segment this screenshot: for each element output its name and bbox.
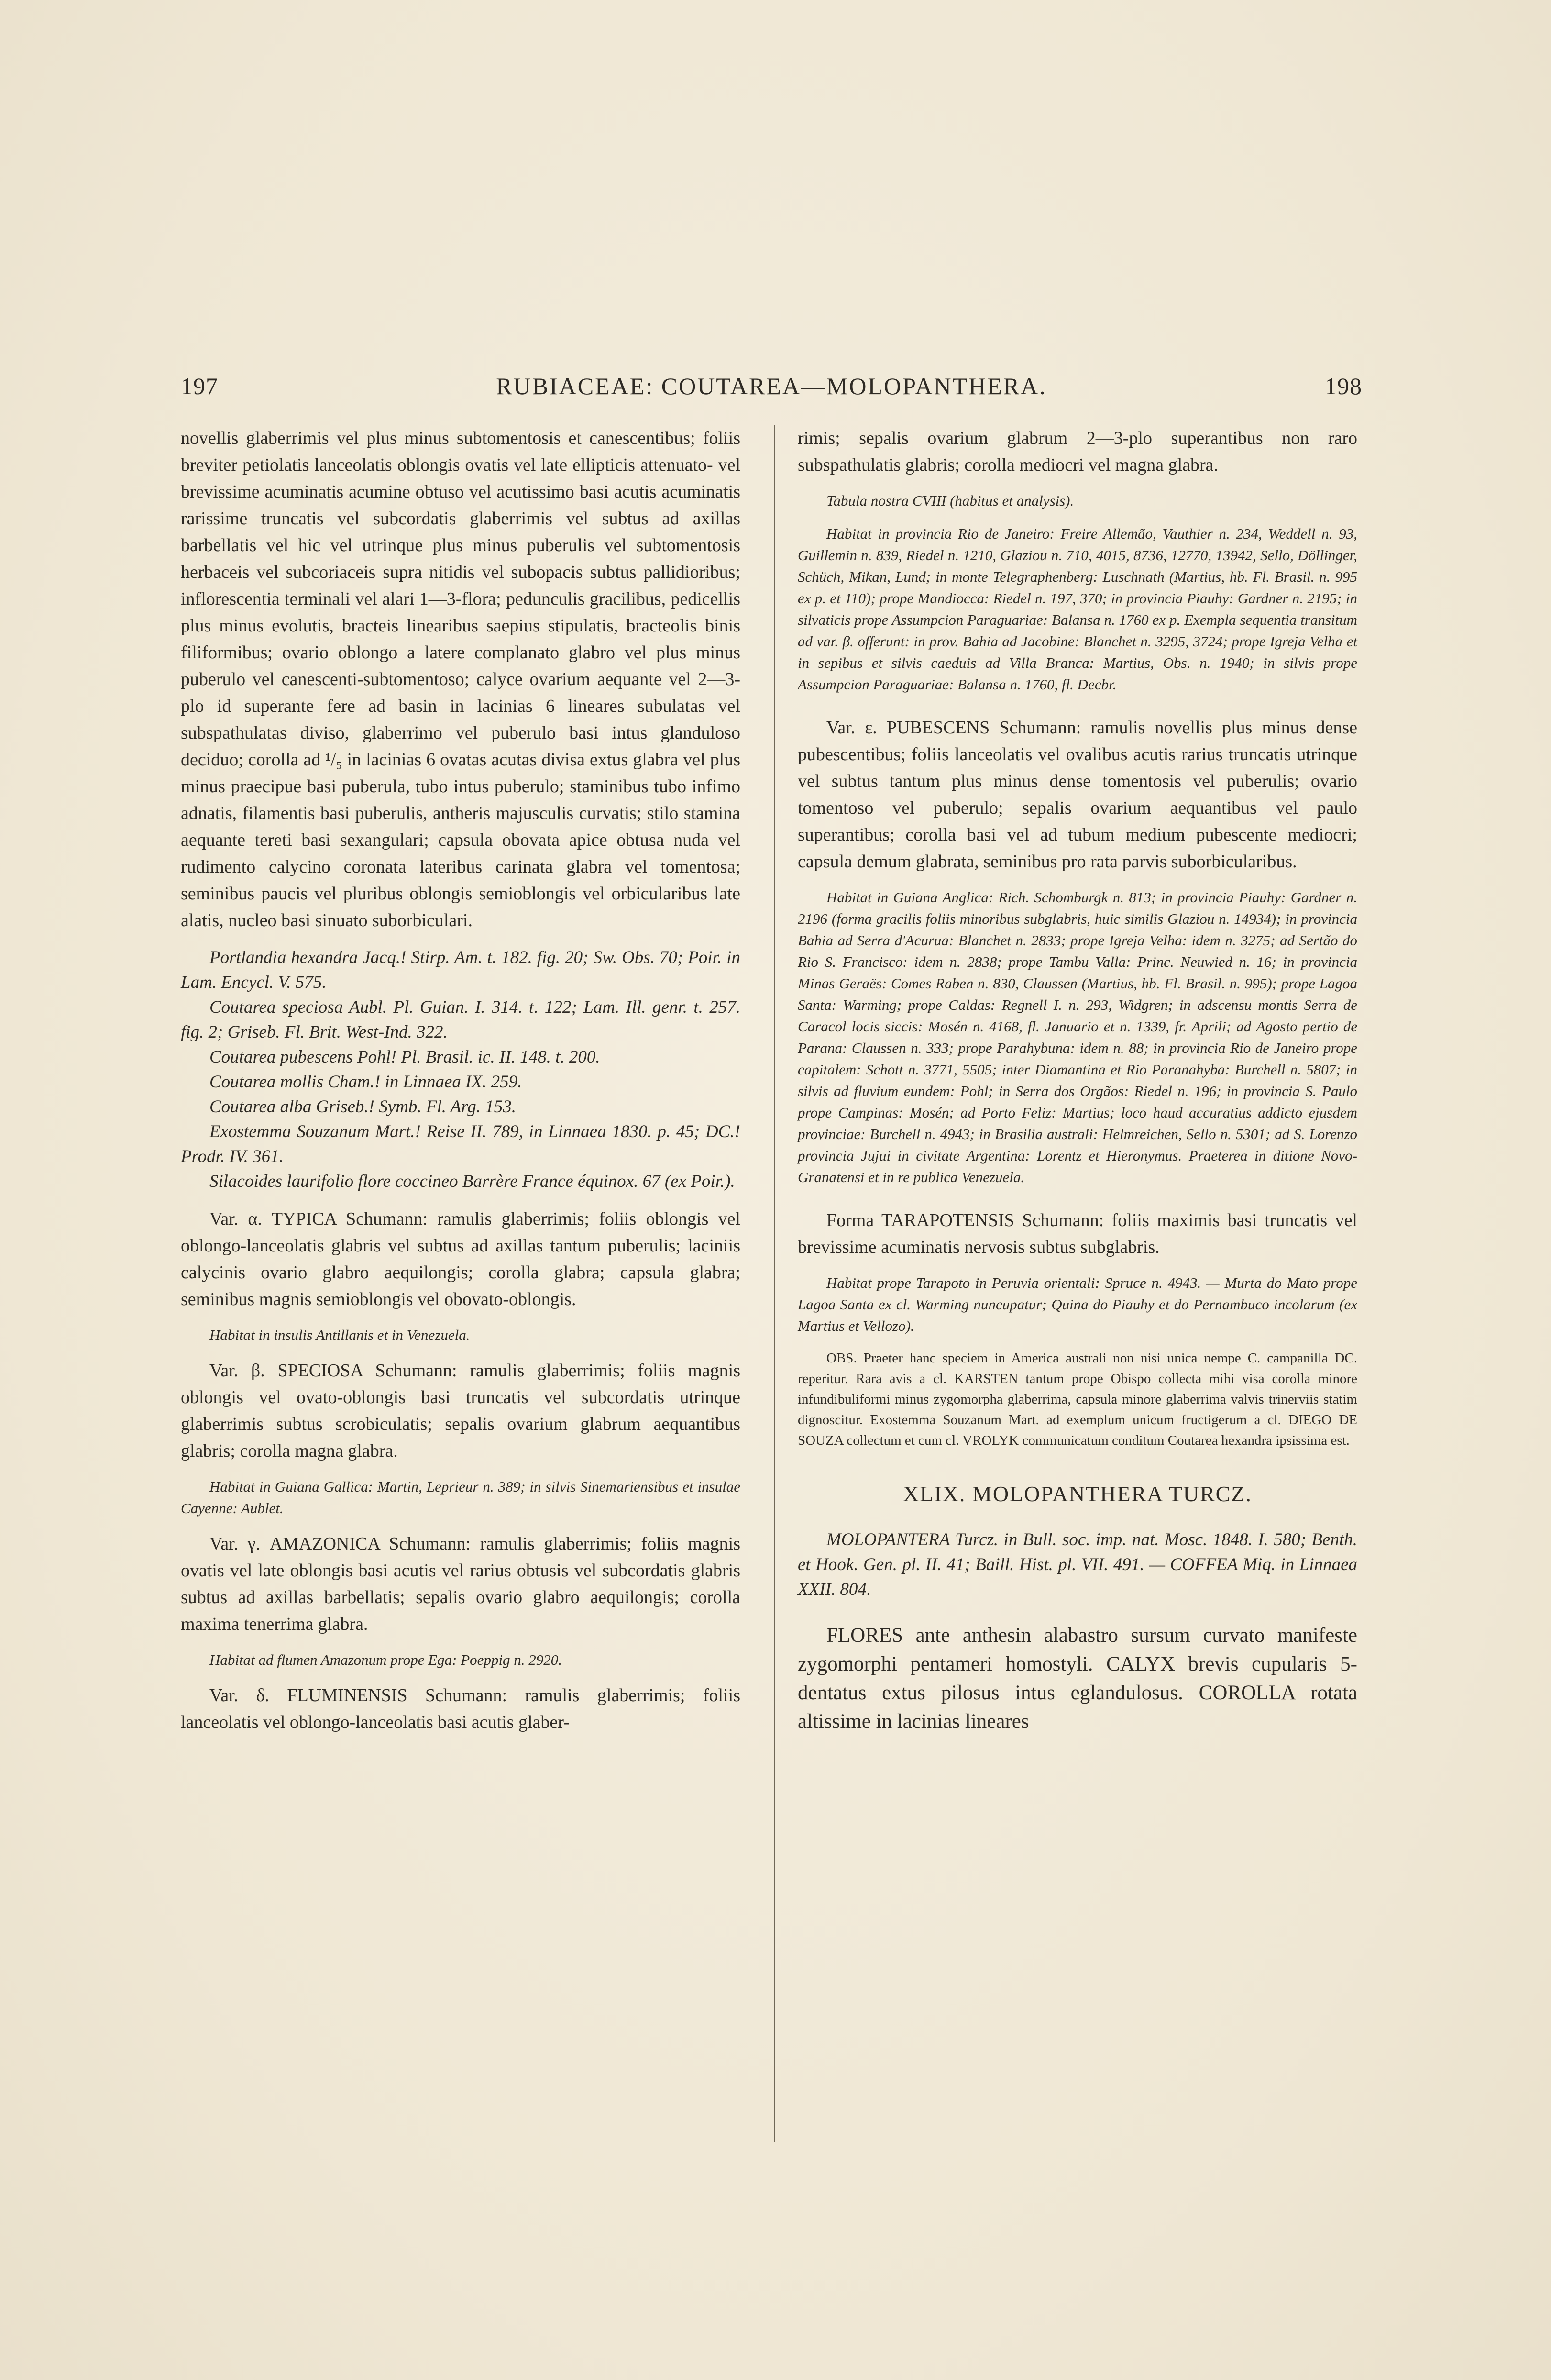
citation-list <box>181 945 740 1194</box>
citation-item: Coutarea speciosa Aubl. Pl. Guian. I. 314. t. 122; Lam. Ill. genr. t. 257. fig. 2; Griseb. Fl. Brit. West-Ind. 322. <box>181 997 740 1042</box>
forma-tarapotensis: Forma TARAPOTENSIS Schumann: foliis maximis basi truncatis vel brevissime acuminatis nervosis subtus subglabris. <box>798 1210 1357 1257</box>
citation-item: Coutarea mollis Cham.! in Linnaea IX. 259. <box>209 1072 522 1092</box>
left-column <box>181 425 740 1736</box>
running-header <box>181 372 1362 410</box>
genus-synonymy: MOLOPANTERA Turcz. in Bull. soc. imp. nat. Mosc. 1848. I. 580; Benth. et Hook. Gen. pl. II. 41; Baill. Hist. pl. VII. 491. — COFFEA Miq. in Linnaea XXII. 804. <box>798 1530 1357 1599</box>
right-column <box>798 425 1357 1736</box>
habitat-epsilon: Habitat in Guiana Anglica: Rich. Schomburgk n. 813; in provincia Piauhy: Gardner n. 2196 (forma gracilis foliis minoribus subglabris, huic similis Glaziou n. 14934); in provincia Bahia ad Serra d'Acurua: Blanchet n. 2833; prope Igreja Velha: idem n. 3275; ad Sertão do Rio S. Francisco: idem n. 2838; prope Tambu Valla: Princ. Neuwied n. 16; in provincia Minas Geraës: Comes Raben n. 830, Claussen (Martius, hb. Fl. Brasil. n. 995); prope Lagoa Santa: Warming; prope Caldas: Regnell I. n. 293, Widgren; in adscensu montis Serra de Caracol locis siccis: Mosén n. 4168, fl. Januario et n. 1339, fr. Aprili; ad Agosto pertio de Parana: Claussen n. 333; prope Parahybuna: idem n. 88; in provincia Rio de Janeiro prope capitalem: Schott n. 3771, 5505; inter Diamantina et Rio Paranahyba: Burchell n. 5807; in silvis ad fluvium eundem: Pohl; in Serra dos Orgãos: Riedel n. 196; in provincia S. Paulo prope Campinas: Mosén; ad Porto Feliz: Martius; loco haud accuratius addicto ejusdem provinciae: Burchell n. 4943; in Brasilia australi: Helmreichen, Sello n. 5301; ad S. Lorenzo provincia Jujui in civitate Argentina: Lorentz et Hieronymus. Praeterea in ditione Novo-Granatensi et in re publica Venezuela. <box>798 889 1357 1185</box>
citation-item: Portlandia hexandra Jacq.! Stirp. Am. t. 182. fig. 20; Sw. Obs. 70; Poir. in Lam. Encycl. V. 575. <box>181 948 740 992</box>
genus-heading: XLIX. MOLOPANTHERA TURCZ. <box>903 1482 1252 1506</box>
variety-delta: Var. δ. FLUMINENSIS Schumann: ramulis glaberrimis; foliis lanceolatis vel oblongo-lanceolatis basi acutis glaber- <box>181 1685 740 1732</box>
observation-note: OBS. Praeter hanc speciem in America australi non nisi unica nempe C. campanilla DC. reperitur. Rara avis a cl. KARSTEN tantum prope Obispo collecta mihi visa corolla minore infundibuliformi minus zygomorpha glaberrima, capsula minore glaberrima valvis trinerviis statim dignoscitur. Exostemma Souzanum Mart. ad exemplum unicum fructigerum a cl. DIEGO DE SOUZA collectum et cum cl. VROLYK communicatum conditum Coutarea hexandra ipsissima est. <box>798 1351 1357 1448</box>
citation-item: Exostemma Souzanum Mart.! Reise II. 789, in Linnaea 1830. p. 45; DC.! Prodr. IV. 361. <box>181 1122 740 1166</box>
variety-epsilon: Var. ε. PUBESCENS Schumann: ramulis novellis plus minus dense pubescentibus; foliis lanceolatis vel ovalibus acutis rarius truncatis utrinque vel subtus tantum plus minus dense tomentosis vel puberulis; ovario tomentoso vel puberulo; sepalis ovarium aequantibus vel paulo superantibus; corolla basi vel ad tubum medium pubescente mediocri; capsula demum glabrata, seminibus pro rata parvis suborbicularibus. <box>798 718 1357 872</box>
column-divider <box>774 425 775 2142</box>
plate-reference: Tabula nostra CVIII (habitus et analysis). <box>826 492 1074 509</box>
variety-gamma: Var. γ. AMAZONICA Schumann: ramulis glaberrimis; foliis magnis ovatis vel late oblongis basi acutis vel rarius obtusis vel subcordatis glabris subtus ad axillas barbellatis; sepalis ovario glabro aequilongis; corolla maxima tenerrima glabra. <box>181 1534 740 1634</box>
variety-delta-continued: rimis; sepalis ovarium glabrum 2—3-plo superantibus non raro subspathulatis glabris; corolla mediocri vel magna glabra. <box>798 428 1357 475</box>
page-number-right: 198 <box>1325 373 1362 399</box>
citation-item: Coutarea pubescens Pohl! Pl. Brasil. ic. II. 148. t. 200. <box>209 1047 600 1067</box>
habitat-alpha: Habitat in insulis Antillanis et in Venezuela. <box>209 1327 470 1343</box>
variety-beta: Var. β. SPECIOSA Schumann: ramulis glaberrimis; foliis magnis oblongis vel ovato-oblongis basi truncatis vel subcordatis utrinque glaberrimis subtus scrobiculatis; sepalis ovarium glabrum aequantibus glabris; corolla magna glabra. <box>181 1361 740 1461</box>
citation-item: Silacoides laurifolio flore coccineo Barrère France équinox. 67 (ex Poir.). <box>209 1172 735 1191</box>
habitat-delta: Habitat in provincia Rio de Janeiro: Freire Allemão, Vauthier n. 234, Weddell n. 93, Guillemin n. 839, Riedel n. 1210, Glaziou n. 710, 4015, 8736, 12770, 13942, Sello, Döllinger, Schüch, Mikan, Lund; in monte Telegraphenberg: Luschnath (Martius, hb. Fl. Brasil. n. 995 ex p. et 110); prope Mandiocca: Riedel n. 197, 370; in provincia Piauhy: Gardner n. 2195; in silvaticis prope Assumpcion Paraguariae: Balansa n. 1760 ex p. Exempla sequentia transitum ad var. β. offerunt: in prov. Bahia ad Jacobine: Blanchet n. 3295, 3724; prope Igreja Velha et in sepibus et silvis caeduis ad Villa Branca: Martius, Obs. n. 1940; in silvis prope Assumpcion Paraguariae: Balansa n. 1760, fl. Decbr. <box>798 525 1357 693</box>
habitat-beta: Habitat in Guiana Gallica: Martin, Leprieur n. 389; in silvis Sinemariensibus et insulae Cayenne: Aublet. <box>181 1478 740 1517</box>
running-title: RUBIACEAE: COUTAREA—MOLOPANTHERA. <box>496 373 1047 399</box>
habitat-gamma: Habitat ad flumen Amazonum prope Ega: Poeppig n. 2920. <box>209 1651 562 1668</box>
variety-alpha: Var. α. TYPICA Schumann: ramulis glaberrimis; foliis oblongis vel oblongo-lanceolatis glabris vel subtus ad axillas tantum puberulis; laciniis calycinis ovario glabro aequilongis; corolla glabra; capsula glabra; seminibus magnis semioblongis vel obovato-oblongis. <box>181 1209 740 1309</box>
page-number-left: 197 <box>181 373 218 399</box>
genus-description: FLORES ante anthesin alabastro sursum curvato manifeste zygomorphi pentameri homostyli. CALYX brevis cupularis 5-dentatus extus pilosus intus eglandulosus. COROLLA rotata altissime in lacinias lineares <box>798 1624 1357 1733</box>
citation-item: Coutarea alba Griseb.! Symb. Fl. Arg. 153. <box>209 1097 516 1117</box>
species-description: novellis glaberrimis vel plus minus subtomentosis et canescentibus; foliis breviter petiolatis lanceolatis oblongis ovatis vel late ellipticis attenuato- vel brevissime acuminatis acumine obtuso vel acutissimo basi acutis acuminatis rarissime truncatis vel subcordatis glaberrimis vel subtus ad axillas barbellatis vel hic vel utrinque plus minus puberulis vel subtomentosis herbaceis vel subcoriaceis supra nitidis vel subopacis subtus pallidioribus; inflorescentia terminali vel alari 1—3-flora; pedunculis gracilibus, pedicellis plus minus evolutis, bracteis linearibus saepius stipulatis, bracteolis binis filiformibus; ovario oblongo a latere complanato glabro vel plus minus puberulo vel canescenti-subtomentoso; calyce ovarium aequante vel 2—3-plo id superante fere ad basin in lacinias 6 lineares subulatas vel subspathulatas diviso, glaberrimo vel puberulo basi intus glanduloso deciduo; corolla ad ¹/₅ in lacinias 6 ovatas acutas divisa extus glabra vel plus minus praecipue basi puberula, tubo intus puberulo; staminibus tubo infimo adnatis, filamentis basi puberulis, antheris majusculis curvatis; stilo stamina aequante tereti basi sexangulari; capsula obovata apice obtusa nuda vel rudimento calycino coronata lateribus carinata glabra vel tomentosa; seminibus paucis vel pluribus oblongis semioblongis vel orbicularibus late alatis, nucleo basi sinuato suborbiculari. <box>181 428 740 930</box>
habitat-forma: Habitat prope Tarapoto in Peruvia orientali: Spruce n. 4943. — Murta do Mato prope Lagoa Santa ex cl. Warming nuncupatur; Quina do Piauhy et do Pernambuco incolarum (ex Martius et Vellozo). <box>798 1274 1357 1334</box>
